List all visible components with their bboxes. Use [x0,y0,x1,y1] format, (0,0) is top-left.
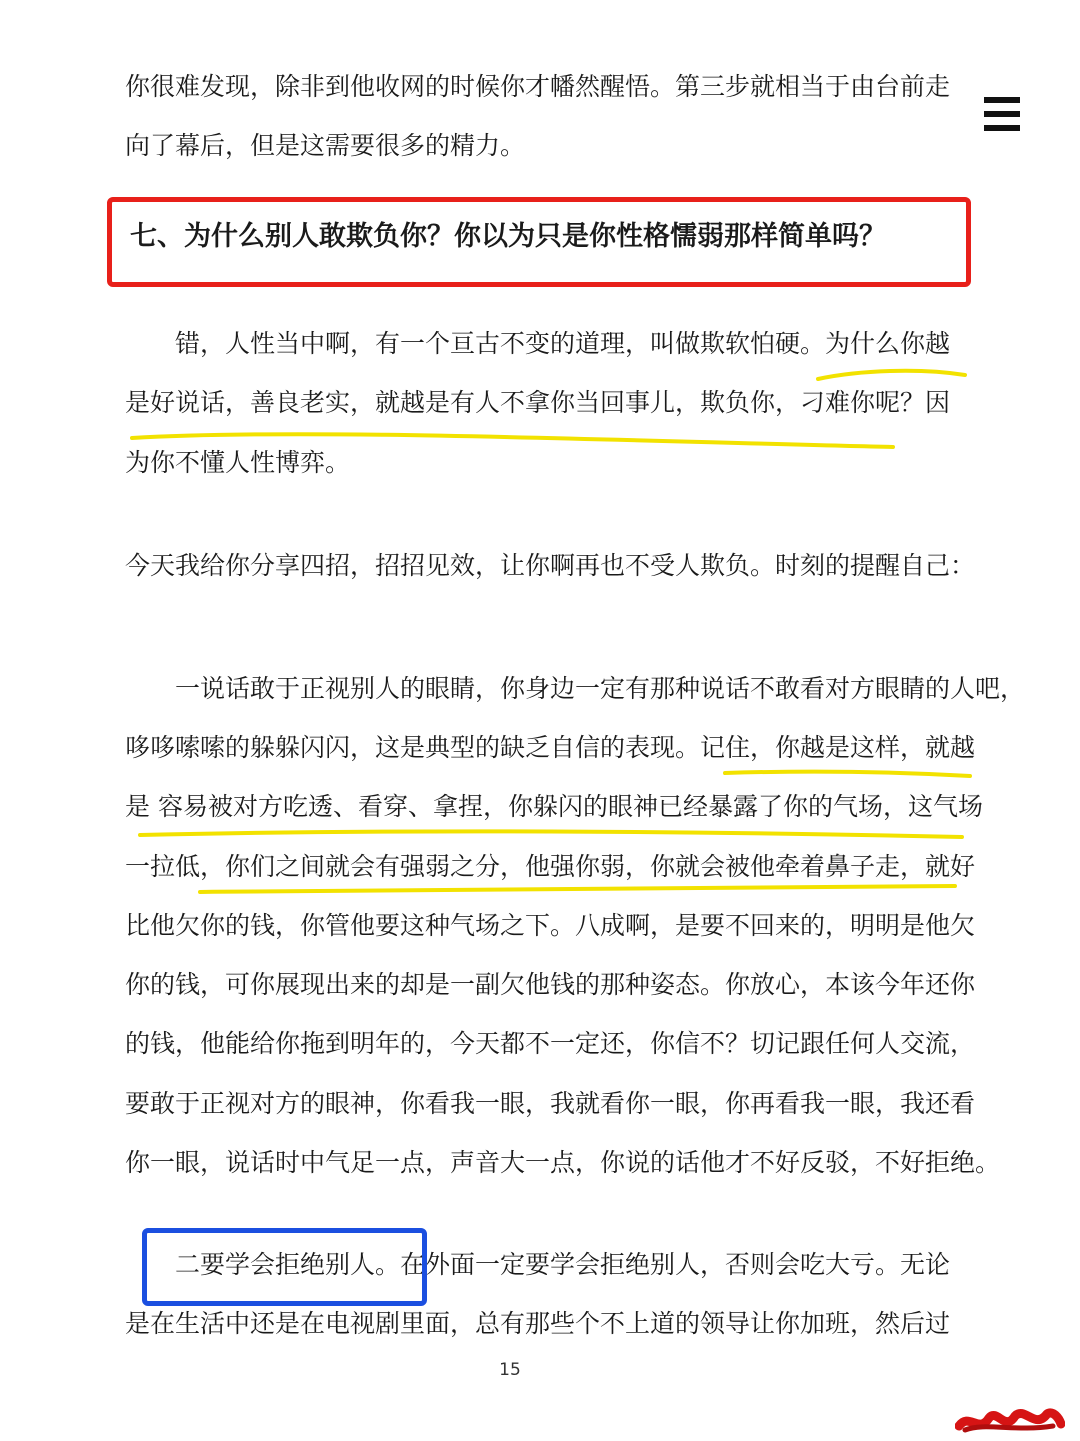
section-heading: 七、为什么别人敢欺负你？你以为只是你性格懦弱那样简单吗？ [130,221,886,252]
underline-stroke [200,886,955,892]
underline-stroke [140,831,962,837]
watermark-scribble-icon [955,1404,1065,1436]
text-line: 一拉低，你们之间就会有强弱之分，他强你弱，你就会被他牵着鼻子走，就好 [125,852,976,881]
text-line: 的钱，他能给你拖到明年的，今天都不一定还，你信不？切记跟任何人交流， [125,1029,976,1058]
text-line: 错，人性当中啊，有一个亘古不变的道理，叫做欺软怕硬。为什么你越 [125,329,951,358]
text-line: 二要学会拒绝别人。在外面一定要学会拒绝别人，否则会吃大亏。无论 [125,1250,951,1279]
text-line: 一说话敢于正视别人的眼睛，你身边一定有那种说话不敢看对方眼睛的人吧， [125,674,1026,703]
intro-four-tips: 今天我给你分享四招，招招见效，让你啊再也不受人欺负。时刻的提醒自己： [125,551,976,580]
underline-stroke [818,371,965,379]
page-number: 15 [499,1360,521,1380]
text-line: 是好说话，善良老实，就越是有人不拿你当回事儿，欺负你，刁难你呢？因 [125,388,951,417]
underline-stroke [725,772,970,776]
text-line: 向了幕后，但是这需要很多的精力。 [125,131,526,160]
text-line: 你一眼，说话时中气足一点，声音大一点，你说的话他才不好反驳，不好拒绝。 [125,1148,1001,1177]
text-line: 哆哆嗦嗦的躲躲闪闪，这是典型的缺乏自信的表现。记住，你越是这样，就越 [125,733,976,762]
text-line: 为你不懂人性博弈。 [125,448,351,477]
underline-stroke [132,434,893,447]
text-line: 要敢于正视对方的眼神，你看我一眼，我就看你一眼，你再看我一眼，我还看 [125,1089,976,1118]
text-line: 比他欠你的钱，你管他要这种气场之下。八成啊，是要不回来的，明明是他欠 [125,911,976,940]
text-line: 你的钱，可你展现出来的却是一副欠他钱的那种姿态。你放心，本该今年还你 [125,970,976,999]
text-line: 你很难发现，除非到他收网的时候你才幡然醒悟。第三步就相当于由台前走 [125,72,951,101]
text-line: 是在生活中还是在电视剧里面，总有那些个不上道的领导让你加班，然后过 [125,1309,951,1338]
text-line: 是 容易被对方吃透、看穿、拿捏，你躲闪的眼神已经暴露了你的气场，这气场 [125,792,983,821]
